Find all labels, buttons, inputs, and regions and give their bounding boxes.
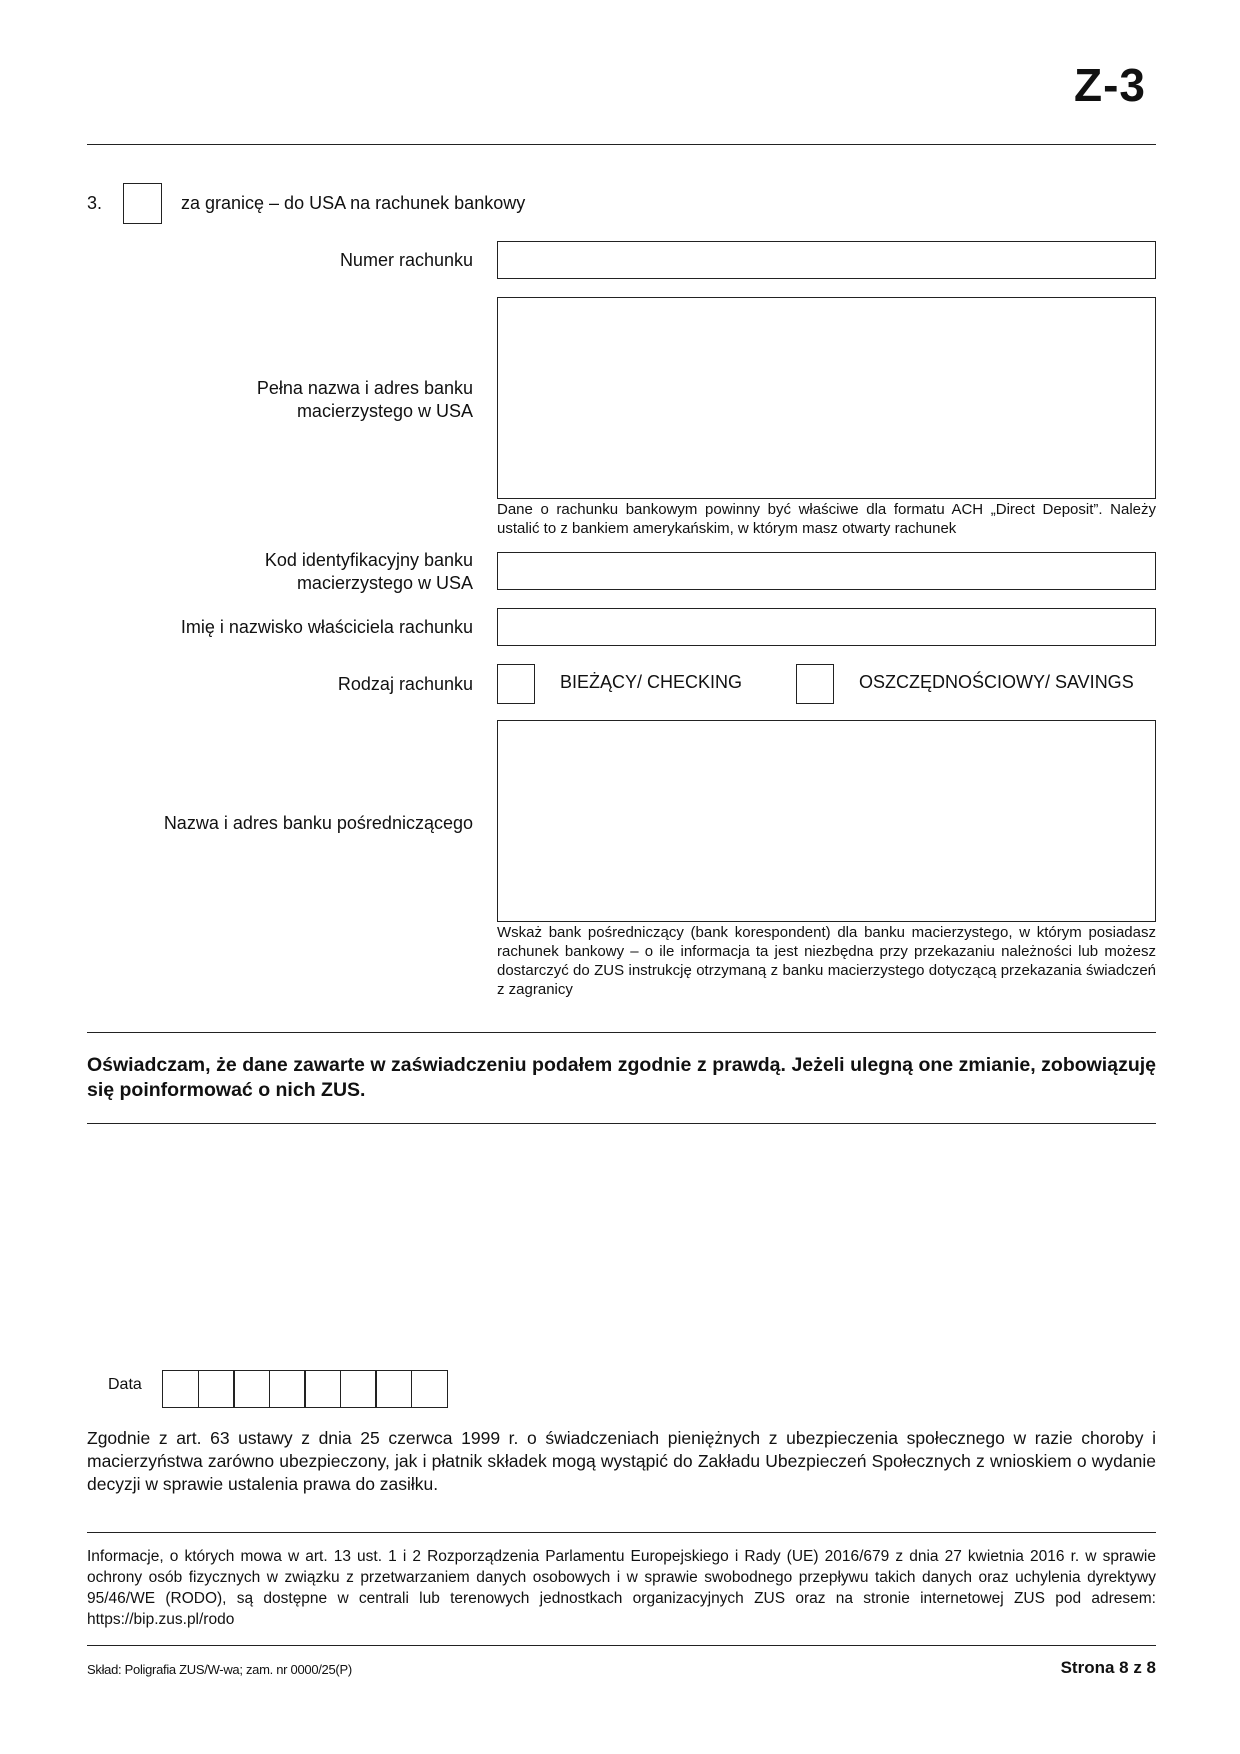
checking-option-label: BIEŻĄCY/ CHECKING <box>560 672 743 692</box>
bank-code-label-line1: Kod identyfikacyjny banku <box>264 550 473 570</box>
bank-name-label-line2: macierzystego w USA <box>296 401 473 421</box>
imprint: Skład: Poligrafia ZUS/W-wa; zam. nr 0000/25(P) <box>87 1662 352 1677</box>
date-field[interactable] <box>162 1370 448 1408</box>
account-type-label: Rodzaj rachunku <box>337 674 473 694</box>
date-label: Data <box>108 1376 142 1393</box>
intermediary-note: Wskaż bank pośredniczący (bank korespondent) dla banku macierzystego, w którym posiadasz rachunek bankowy – o ile informacja ta jest niezbędna przy przekazaniu należności lub możesz dostarczyć do ZUS instrukcję otrzymaną z banku macierzystego dotyczącą przekazania świadczeń z zagranicy <box>497 924 1156 998</box>
date-cell-year-4[interactable] <box>411 1370 448 1408</box>
header-divider <box>87 144 1156 145</box>
date-cell-year-2[interactable] <box>340 1370 377 1408</box>
rodo-top-divider <box>87 1532 1156 1533</box>
checking-checkbox[interactable] <box>497 664 535 704</box>
footer-divider <box>87 1645 1156 1646</box>
intermediary-label: Nazwa i adres banku pośredniczącego <box>163 813 473 833</box>
account-number-label: Numer rachunku <box>339 250 473 270</box>
date-cell-month-1[interactable] <box>233 1370 270 1408</box>
bank-code-label-line2: macierzystego w USA <box>296 573 473 593</box>
savings-option-label: OSZCZĘDNOŚCIOWY/ SAVINGS <box>859 672 1134 692</box>
date-cell-day-2[interactable] <box>198 1370 235 1408</box>
declaration-text: Oświadczam, że dane zawarte w zaświadczeniu podałem zgodnie z prawdą. Jeżeli ulegną one zmianie, zobowiązuję się poinformować o nich ZUS. <box>87 1054 1156 1101</box>
section3-checkbox[interactable] <box>123 183 162 224</box>
date-cell-year-1[interactable] <box>304 1370 341 1408</box>
declaration-bottom-divider <box>87 1123 1156 1124</box>
owner-label: Imię i nazwisko właściciela rachunku <box>180 617 473 637</box>
account-number-field[interactable] <box>497 241 1156 279</box>
legal-note: Zgodnie z art. 63 ustawy z dnia 25 czerwca 1999 r. o świadczeniach pieniężnych z ubezpieczenia społecznego w razie choroby i macierzyństwa zarówno ubezpieczony, jak i płatnik składek mogą wystąpić do Zakładu Ubezpieczeń Społecznych z wnioskiem o wydanie decyzji w sprawie ustalenia prawa do zasiłku. <box>87 1428 1156 1494</box>
bank-note: Dane o rachunku bankowym powinny być właściwe dla formatu ACH „Direct Deposit”. Należy ustalić to z bankiem amerykańskim, w którym masz otwarty rachunek <box>497 501 1156 537</box>
date-cell-month-2[interactable] <box>269 1370 306 1408</box>
intermediary-field[interactable] <box>497 720 1156 922</box>
declaration-top-divider <box>87 1032 1156 1033</box>
owner-field[interactable] <box>497 608 1156 646</box>
form-code: Z-3 <box>1074 59 1146 111</box>
page-number: Strona 8 z 8 <box>1060 1658 1156 1677</box>
bank-name-label-line1: Pełna nazwa i adres banku <box>256 378 473 398</box>
date-cell-year-3[interactable] <box>375 1370 412 1408</box>
section-number: 3. <box>87 193 103 213</box>
date-cell-day-1[interactable] <box>162 1370 199 1408</box>
savings-checkbox[interactable] <box>796 664 834 704</box>
bank-code-field[interactable] <box>497 552 1156 590</box>
rodo-note: Informacje, o których mowa w art. 13 ust. 1 i 2 Rozporządzenia Parlamentu Europejskiego i Rady (UE) 2016/679 z dnia 27 kwietnia 2016 r. w sprawie ochrony osób fizycznych w związku z przetwarzaniem danych osobowych i w sprawie swobodnego przepływu takich danych oraz uchylenia dyrektywy 95/46/WE (RODO), są dostępne w centrali lub terenowych jednostkach organizacyjnych ZUS oraz na stronie internetowej ZUS pod adresem: https://bip.zus.pl/rodo <box>87 1548 1156 1628</box>
section-title: za granicę – do USA na rachunek bankowy <box>181 193 526 213</box>
bank-name-field[interactable] <box>497 297 1156 499</box>
